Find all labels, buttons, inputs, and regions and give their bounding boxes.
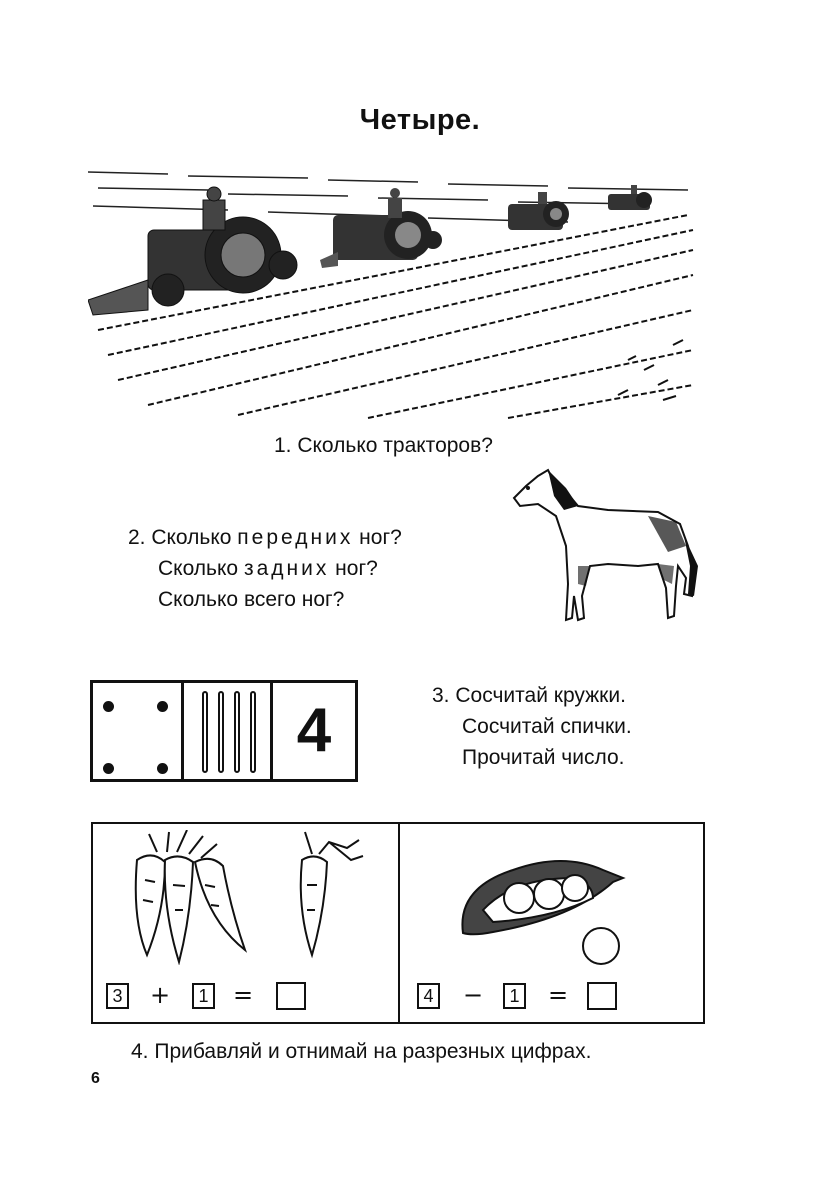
question-3: 3. Сосчитай кружки. Сосчитай спички. Прочитай число. (432, 684, 632, 769)
tractors-illustration (88, 160, 700, 422)
equation-left-first-number: 3 (106, 983, 129, 1009)
question-2: 2. Сколько передних ног? Сколько задних ног? Сколько всего ног? (128, 526, 402, 611)
peapod-illustration (453, 848, 633, 968)
carrots-illustration (107, 830, 377, 965)
dot (103, 701, 114, 712)
dot (157, 763, 168, 774)
page-number: 6 (91, 1070, 100, 1087)
counting-card (90, 680, 358, 782)
equation-right-second-number: 1 (503, 983, 526, 1009)
plus-sign: + (150, 981, 171, 1009)
dot (157, 701, 168, 712)
minus-sign: − (463, 981, 484, 1009)
horse-illustration (508, 466, 703, 631)
match (234, 691, 240, 773)
equation-left-second-number: 1 (192, 983, 215, 1009)
question-4: 4. Прибавляй и отнимай на разрезных цифрах. (131, 1040, 592, 1063)
equation-right-answer-box[interactable] (587, 982, 617, 1010)
matches-section (184, 683, 273, 779)
card-number: 4 (296, 696, 332, 765)
equals-sign-right: = (548, 981, 569, 1009)
equation-left-answer-box[interactable] (276, 982, 306, 1010)
question-1: 1. Сколько тракторов? (274, 434, 493, 457)
panel-divider (398, 824, 400, 1022)
match (250, 691, 256, 773)
dot (103, 763, 114, 774)
page-title: Четыре. (359, 104, 481, 136)
dots-section (93, 683, 184, 779)
match (202, 691, 208, 773)
arithmetic-panel (91, 822, 705, 1024)
equation-right-first-number: 4 (417, 983, 440, 1009)
equals-sign-left: = (233, 981, 254, 1009)
match (218, 691, 224, 773)
